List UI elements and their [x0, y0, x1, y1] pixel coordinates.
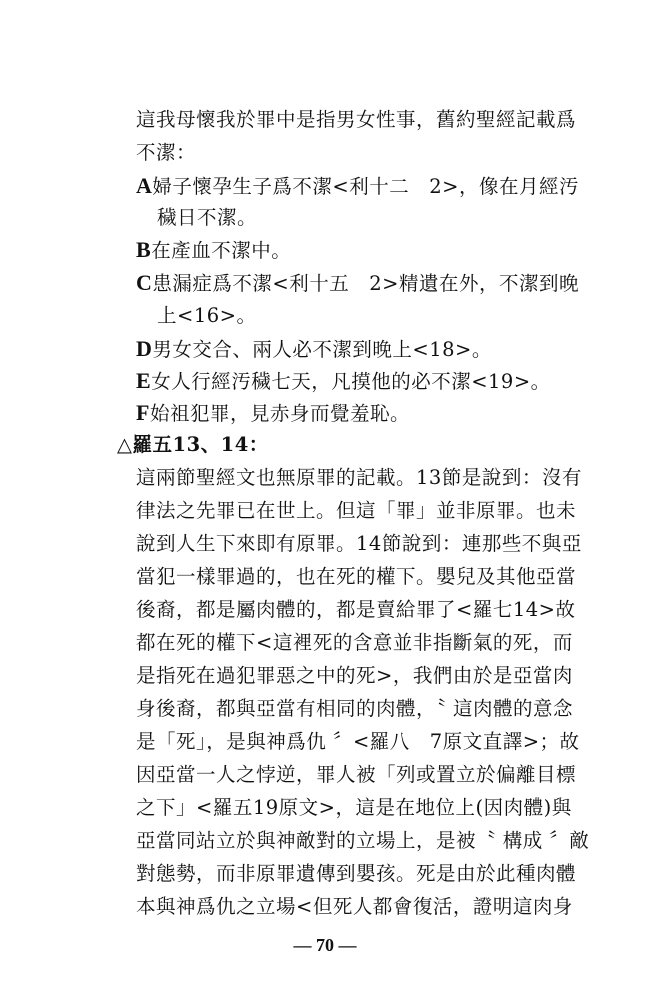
paragraph-line: 對態勢，而非原罪遺傳到嬰孩。死是由於此種肉體: [136, 862, 577, 885]
paragraph-line: 亞當同站立於與神敵對的立場上，是被〝 構成 〞敵: [136, 829, 590, 852]
item-marker: B: [136, 237, 152, 262]
section-heading: △羅五13、14：: [117, 433, 269, 456]
paragraph-line: 是指死在過犯罪惡之中的死>，我們由於是亞當肉: [136, 664, 573, 687]
item-text: 男女交合、兩人必不潔到晚上<18>。: [152, 338, 492, 361]
item-marker: D: [136, 336, 153, 361]
page-number: — 70 —: [293, 935, 357, 955]
item-text: 女人行經汚穢七天，凡摸他的必不潔<19>。: [151, 370, 551, 393]
list-item-b: [136, 238, 291, 263]
list-item-a: [136, 174, 579, 199]
item-marker: A: [136, 173, 153, 198]
item-marker: F: [136, 400, 150, 425]
item-text: 婦子懷孕生子爲不潔<利十二 2>，像在月經汚: [152, 175, 579, 198]
item-text: 在產血不潔中。: [151, 239, 292, 262]
paragraph-line: 說到人生下來即有原罪。14節說到：連那些不與亞: [136, 532, 582, 555]
paragraph-line: 這兩節聖經文也無原罪的記載。13節是說到：沒有: [136, 466, 582, 489]
paragraph-line: 之下」<羅五19原文>，這是在地位上(因肉體)與: [136, 796, 572, 819]
item-text: 患漏症爲不潔<利十五 2>精遺在外，不潔到晚: [152, 272, 579, 295]
paragraph-line: 因亞當一人之悖逆，罪人被「列或置立於偏離目標: [136, 763, 577, 786]
item-text: 始祖犯罪，見赤身而覺羞恥。: [149, 402, 410, 425]
paragraph-line: 都在死的權下<這裡死的含意並非指斷氣的死，而: [136, 631, 573, 654]
item-continuation: 上<16>。: [157, 304, 257, 327]
item-continuation: 穢日不潔。: [157, 206, 258, 229]
paragraph-line: 身後裔，都與亞當有相同的肉體，〝 這肉體的意念: [136, 697, 573, 720]
intro-line: 這我母懷我於罪中是指男女性事，舊約聖經記載爲: [136, 108, 577, 131]
paragraph-line: 律法之先罪已在世上。但這「罪」並非原罪。也未: [136, 499, 577, 522]
paragraph-line: 是「死」，是與神爲仇 〞<羅八 7原文直譯>；故: [136, 730, 580, 753]
intro-line: 不潔：: [136, 141, 197, 164]
paragraph-line: 當犯一樣罪過的，也在死的權下。嬰兒及其他亞當: [136, 565, 577, 588]
paragraph-line: 後裔，都是屬肉體的，都是賣給罪了<羅七14>故: [136, 598, 576, 621]
item-marker: C: [136, 270, 153, 295]
paragraph-line: 本與神爲仇之立場<但死人都會復活，證明這肉身: [136, 895, 573, 918]
list-item-d: [136, 337, 492, 362]
list-item-f: [136, 401, 410, 426]
item-marker: E: [136, 368, 152, 393]
list-item-c: [136, 271, 579, 296]
list-item-e: [136, 369, 551, 394]
